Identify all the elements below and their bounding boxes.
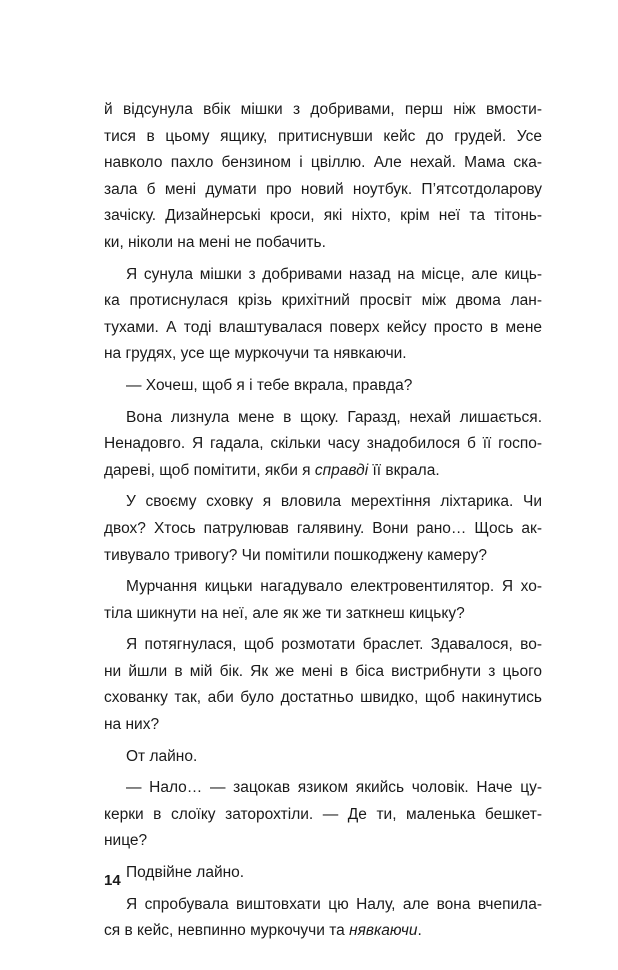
text-segment: її вкрала.	[368, 461, 440, 479]
text-segment: .	[417, 922, 422, 940]
text-line: Я сунула мішки з добривами назад на місце, але киць-	[126, 265, 542, 283]
text-line: керки в слоїку заторохтіли. — Де ти, маленька бешкет-	[104, 805, 542, 823]
text-line: ни йшли в мій бік. Як же мені в біса вистрибнути з цього	[104, 662, 542, 680]
text-line: тися в цьому ящику, притиснувши кейс до грудей. Усе	[104, 127, 542, 145]
text-line: Ненадовго. Я гадала, скільки часу знадобилося б її госпо-	[104, 435, 542, 453]
text-line: Мурчання кицьки нагадувало електровентилятор. Я хо-	[126, 578, 542, 596]
text-line	[104, 918, 542, 945]
paragraph	[104, 489, 542, 569]
paragraph	[104, 97, 542, 257]
text-line: на них?	[104, 716, 160, 734]
text-line: зала б мені думати про новий ноутбук. П’ятсотдоларову	[104, 180, 542, 198]
paragraph	[104, 892, 542, 945]
paragraph	[104, 405, 542, 485]
paragraph	[104, 574, 542, 627]
text-line: Вона лизнула мене в щоку. Гаразд, нехай лишається.	[126, 408, 542, 426]
text-line: й відсунула вбік мішки з добривами, перш ніж вмости-	[104, 101, 542, 118]
text-line: Подвійне лайно.	[126, 864, 245, 882]
text-line: Я спробувала виштовхати цю Налу, але вона вчепила-	[126, 895, 542, 913]
text-line: — Хочеш, щоб я і тебе вкрала, правда?	[126, 376, 413, 394]
text-line: — Нало… — зацокав язиком якийсь чоловік. Наче цу-	[126, 779, 542, 797]
text-line: ка протиснулася крізь крихітний просвіт між двома лан-	[104, 292, 542, 310]
text-line: нице?	[104, 832, 148, 850]
text-line: на грудях, усе ще муркочучи та нявкаючи.	[104, 345, 407, 363]
text-line: тивувало тривогу? Чи помітили пошкоджену камеру?	[104, 546, 487, 564]
paragraph	[104, 373, 542, 400]
paragraph	[104, 775, 542, 855]
text-line: тухами. А тоді влаштувалася поверх кейсу просто в мене	[104, 318, 542, 336]
text-line: двох? Хтось патрулював галявину. Вони рано… Щось ак-	[104, 519, 542, 537]
text-line: У своєму сховку я вловила мерехтіння ліхтарика. Чи	[126, 493, 542, 511]
text-segment: дареві, щоб помітити, якби я	[104, 461, 315, 479]
paragraph	[104, 744, 542, 771]
paragraph	[104, 632, 542, 738]
paragraph	[104, 860, 542, 887]
text-line: тіла шикнути на неї, але як же ти заткнеш кицьку?	[104, 604, 465, 622]
text-line: зачіску. Дизайнерські кроси, які ніхто, крім неї та тітонь-	[104, 207, 542, 225]
emphasis: нявкаючи	[349, 922, 418, 940]
paragraph	[104, 262, 542, 368]
emphasis: справді	[314, 461, 369, 479]
text-line: Я потягнулася, щоб розмотати браслет. Здавалося, во-	[126, 636, 542, 654]
text-line: навколо пахло бензином і цвіллю. Але нехай. Мама ска-	[104, 154, 542, 172]
text-segment: ся в кейс, невпинно муркочучи та	[104, 922, 350, 940]
page-number: 14	[104, 872, 121, 889]
text-line: схованку так, аби було достатньо швидко, щоб накинутись	[104, 689, 542, 707]
body-text	[104, 97, 542, 950]
text-line: От лайно.	[126, 747, 198, 765]
text-line: ки, ніколи на мені не побачить.	[104, 233, 326, 251]
text-line	[104, 458, 542, 485]
